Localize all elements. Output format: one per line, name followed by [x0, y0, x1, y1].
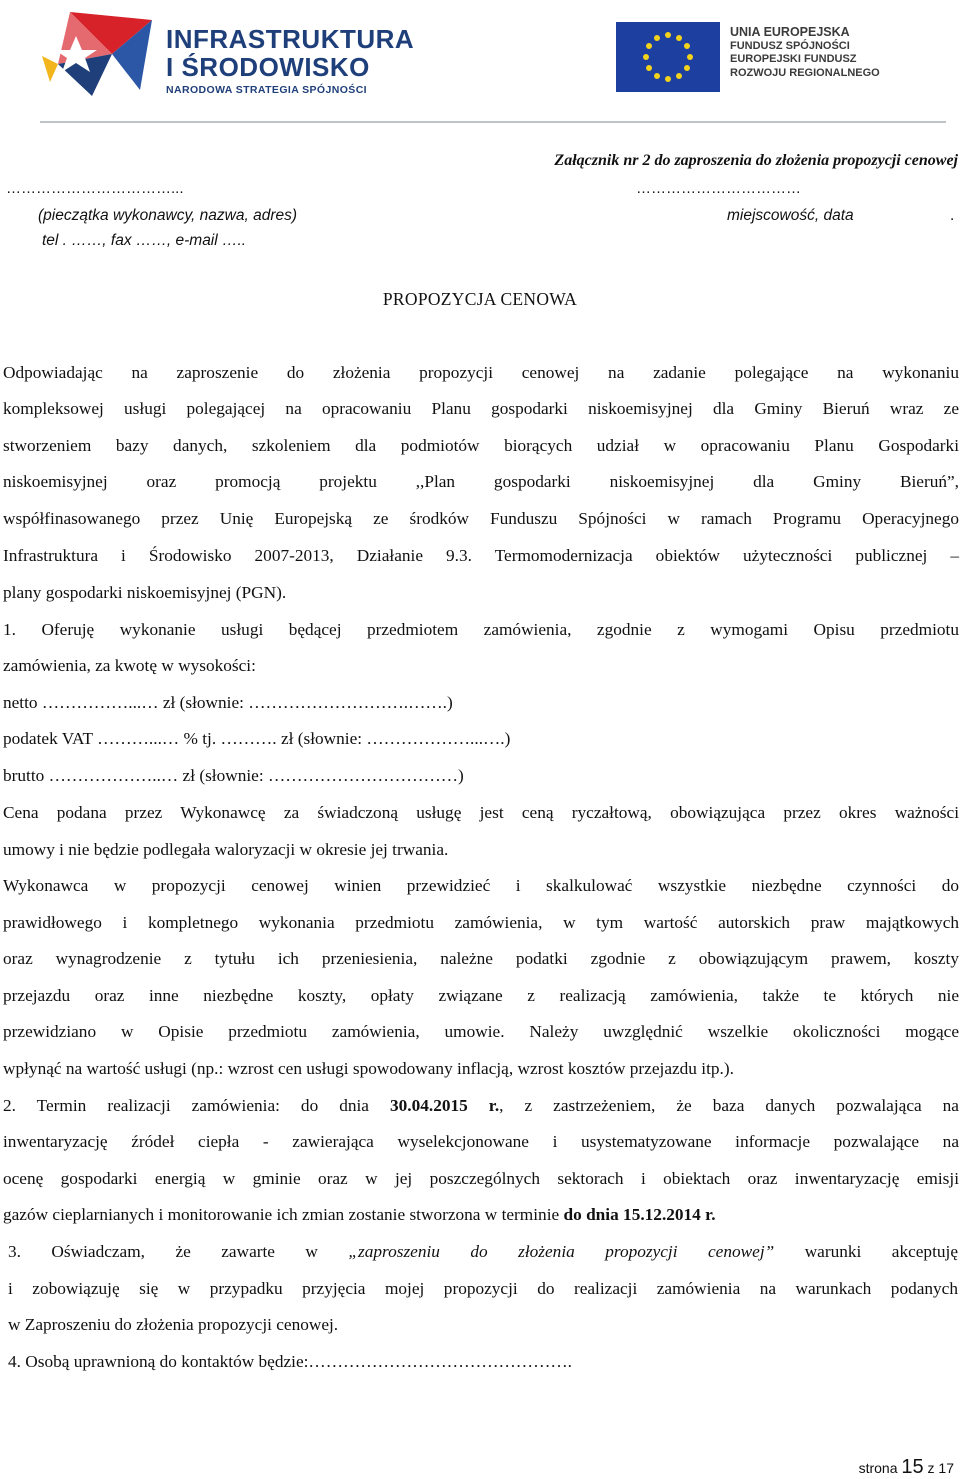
contractor-line: oraz wynagrodzenie z tytułu ich przeniesienia, należne podatki zgodnie z obowiązującym prawem, koszty	[3, 949, 959, 968]
eu-logo-text	[730, 26, 880, 80]
place-dots: ……………………………	[636, 180, 801, 197]
deadline-date: 30.04.2015 r.	[389, 1096, 500, 1115]
eu-line-2: FUNDUSZ SPÓJNOŚCI	[730, 39, 850, 52]
point-4-line: 4. Osobą uprawnioną do kontaktów będzie:……………………………………….	[8, 1352, 572, 1371]
eu-flag-icon	[616, 22, 720, 92]
intro-line: stworzeniem bazy danych, szkoleniem dla podmiotów biorących udział w opracowaniu Planu Gospodarki	[3, 436, 959, 455]
annex-title: Załącznik nr 2 do zaproszenia do złożenia propozycji cenowej	[554, 152, 958, 169]
intro-line: Infrastruktura i Środowisko 2007-2013, Działanie 9.3. Termomodernizacja obiektów użyteczności publicznej –	[3, 546, 959, 565]
eu-line-4: ROZWOJU REGIONALNEGO	[730, 66, 880, 79]
lump-sum-line: Cena podana przez Wykonawcę za świadczoną usługę jest ceną ryczałtową, obowiązująca przez okres ważności	[3, 803, 959, 822]
logo-line-2: I ŚRODOWISKO	[166, 52, 370, 82]
contractor-line: Wykonawca w propozycji cenowej winien przewidzieć i skalkulować wszystkie niezbędne czynności do	[3, 876, 959, 895]
point-3-line-2: i zobowiązuję się w przypadku przyjęcia mojej propozycji do realizacji zamówienia na warunkach podanych	[8, 1279, 958, 1298]
page-prefix: strona	[858, 1460, 898, 1476]
price-brutto: brutto ………………..… zł (słownie: ……………………………)	[3, 766, 464, 785]
intro-line: kompleksowej usługi polegającej na opracowaniu Planu gospodarki niskoemisyjnej dla Gminy Bieruń wraz ze	[3, 399, 959, 418]
price-vat: podatek VAT ………...… % tj. ………. zł (słownie: ………………...….)	[3, 729, 511, 748]
contact-label: tel . ……, fax ……, e-mail …..	[42, 232, 247, 249]
page-total: 17	[938, 1460, 954, 1476]
contractor-line: przewidziano w Opisie przedmiotu zamówienia, umowie. Należy uwzględnić wszelkie okoliczności mogące	[3, 1022, 959, 1041]
point-3-quote: „zaproszeniu do złożenia propozycji cenowej”	[348, 1242, 775, 1261]
intro-line: plany gospodarki niskoemisyjnej (PGN).	[3, 583, 287, 602]
point-2-line-2: inwentaryzację źródeł ciepła - zawierająca wyselekcjonowane i usystematyzowane informacje pozwalające na	[3, 1132, 959, 1151]
point-3-line-3: w Zaproszeniu do złożenia propozycji cenowej.	[8, 1315, 339, 1334]
database-deadline: do dnia 15.12.2014 r.	[563, 1205, 716, 1224]
infrastruktura-logo	[40, 4, 415, 104]
point-3-text: warunki akceptuję	[774, 1242, 958, 1261]
place-label: miejscowość, data	[727, 207, 854, 224]
eu-line-3: EUROPEJSKI FUNDUSZ	[730, 53, 857, 65]
point-2-text: 2. Termin realizacji zamówienia: do dnia	[3, 1096, 390, 1115]
point-2-line-4	[3, 1204, 716, 1226]
contractor-line: wpłynąć na wartość usługi (np.: wzrost cen usługi spowodowany inflacją, wzrost kosztów przejazdu itp.).	[3, 1059, 734, 1078]
page-current: 15	[901, 1456, 924, 1478]
intro-line: Odpowiadając na zaproszenie do złożenia propozycji cenowej na zadanie polegające na wykonaniu	[3, 363, 959, 382]
page-title: PROPOZYCJA CENOWA	[382, 289, 578, 309]
point-3-line-1	[8, 1241, 958, 1263]
intro-line: niskoemisyjnej oraz promocją projektu ,,Plan gospodarki niskoemisyjnej dla Gminy Bieruń”,	[3, 472, 959, 491]
star-logo-icon	[40, 6, 158, 98]
price-netto: netto ……………...… zł (słownie: ……………………….…….)	[3, 693, 453, 712]
stamp-label: (pieczątka wykonawcy, nazwa, adres)	[38, 207, 298, 224]
logo-line-1: INFRASTRUKTURA	[166, 24, 415, 54]
point-1-line: 1. Oferuję wykonanie usługi będącej przedmiotem zamówienia, zgodnie z wymogami Opisu przedmiotu	[3, 620, 959, 639]
point-2-line-1	[3, 1095, 959, 1117]
point-3-text: 3. Oświadczam, że zawarte w	[8, 1242, 349, 1261]
page-of: z	[927, 1460, 935, 1476]
eu-logo	[614, 18, 914, 98]
header-divider	[40, 121, 946, 123]
point-2-text: gazów cieplarnianych i monitorowanie ich zmian zostanie stworzona w terminie	[3, 1205, 564, 1224]
point-2-text: , z zastrzeżeniem, że baza danych pozwalająca na	[499, 1096, 959, 1115]
contractor-line: prawidłowego i kompletnego wykonania przedmiotu zamówienia, w tym wartość autorskich praw majątkowych	[3, 913, 959, 932]
point-1-line: zamówienia, za kwotę w wysokości:	[3, 656, 256, 675]
eu-line-1: UNIA EUROPEJSKA	[730, 25, 850, 39]
point-2-line-3: ocenę gospodarki energią w gminie oraz w jej poszczególnych sektorach i obiektach oraz inwentaryzację emisji	[3, 1169, 959, 1188]
intro-line: współfinasowanego przez Unię Europejską ze środków Funduszu Spójności w ramach Programu Operacyjnego	[3, 509, 959, 528]
contractor-line: przejazdu oraz inne niezbędne koszty, opłaty związane z realizacją zamówienia, także te których nie	[3, 986, 959, 1005]
place-dot: .	[950, 207, 955, 224]
logo-line-3: NARODOWA STRATEGIA SPÓJNOŚCI	[166, 84, 367, 96]
stamp-dots: ……………………………...	[6, 180, 184, 197]
lump-sum-line: umowy i nie będzie podlegała waloryzacji w okresie jej trwania.	[3, 840, 449, 859]
